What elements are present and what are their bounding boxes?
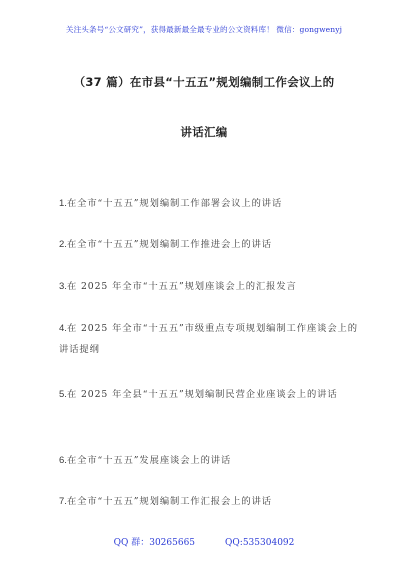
document-title-line-1: （37 篇）在市县“十五五”规划编制工作会议上的	[73, 75, 335, 89]
toc-item-number: 2.	[59, 239, 67, 250]
toc-item-text: 在 2025 年全市“十五五”市级重点专项规划编制工作座谈会上的讲话提纲	[59, 323, 358, 355]
toc-item-number: 5.	[59, 389, 67, 400]
toc-item-text: 在全市“十五五”发展座谈会上的讲话	[66, 455, 232, 466]
toc-item-text: 在全市“十五五”规划编制工作推进会上的讲话	[66, 239, 272, 250]
toc-item-text: 在全市“十五五”规划编制工作汇报会上的讲话	[66, 496, 272, 507]
document-title-line-2: 讲话汇编	[180, 125, 228, 139]
toc-item-number: 6.	[59, 455, 67, 466]
toc-item-2	[59, 234, 359, 255]
toc-item-number: 3.	[59, 281, 67, 292]
toc-item-number: 7.	[59, 496, 67, 507]
footer-qq: QQ:535304092	[225, 538, 295, 548]
toc-item-number: 4.	[59, 323, 67, 334]
toc-item-number: 1.	[59, 198, 67, 209]
toc-item-text: 在 2025 年全市“十五五”规划座谈会上的汇报发言	[66, 281, 297, 292]
toc-item-1	[59, 193, 359, 214]
toc-item-3	[59, 276, 359, 297]
toc-item-5	[59, 384, 359, 405]
toc-item-6	[59, 450, 359, 471]
toc-item-7	[59, 491, 359, 512]
footer-contact	[0, 535, 408, 548]
footer-qq-group: QQ 群：30265665	[113, 538, 196, 548]
toc-item-text: 在全市“十五五”规划编制工作部署会议上的讲话	[66, 198, 283, 209]
toc-item-4	[59, 318, 359, 360]
toc-item-text: 在 2025 年全县“十五五”规划编制民营企业座谈会上的讲话	[66, 389, 338, 400]
header-promo-note: 关注头条号“公文研究”，获得最新最全最专业的公文资料库！ 微信：gongwenyj	[65, 25, 343, 34]
